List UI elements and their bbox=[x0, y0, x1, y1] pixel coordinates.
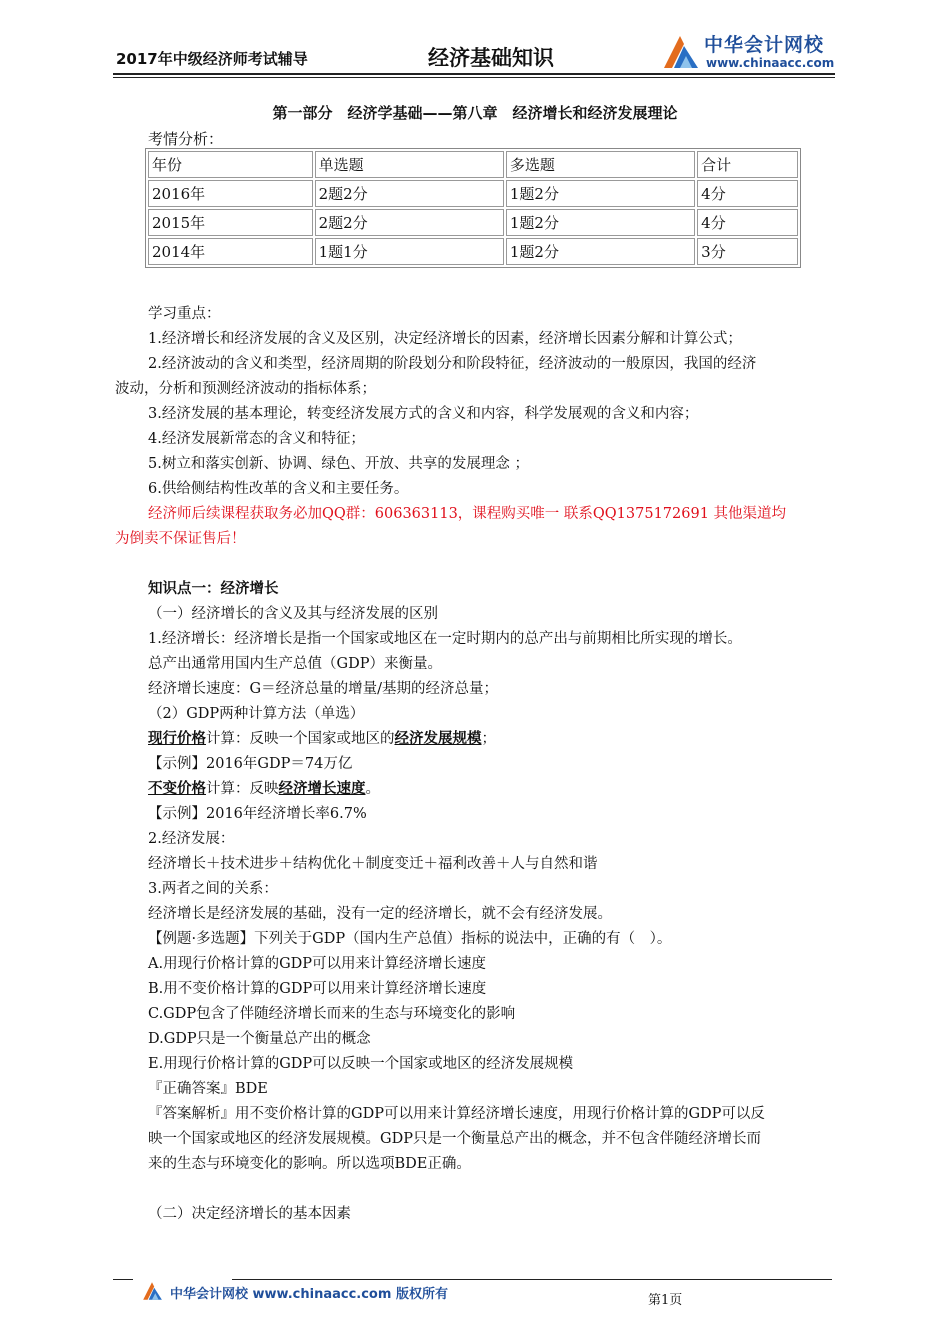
table-cell: 1题2分 bbox=[506, 180, 695, 207]
table-cell: 4分 bbox=[697, 180, 798, 207]
header-rule-thin bbox=[113, 77, 835, 78]
paragraph: 3.两者之间的关系： bbox=[148, 881, 278, 897]
question-option: D.GDP只是一个衡量总产出的概念 bbox=[148, 1031, 371, 1047]
logo-url: www.chinaacc.com bbox=[706, 56, 835, 70]
section-heading: （二）决定经济增长的基本因素 bbox=[148, 1206, 351, 1222]
table-cell: 2题2分 bbox=[315, 180, 504, 207]
logo-icon bbox=[660, 32, 700, 72]
document-body bbox=[115, 302, 841, 1227]
table-cell: 1题2分 bbox=[506, 209, 695, 236]
explanation: 映一个国家或地区的经济发展规模。GDP只是一个衡量总产出的概念，并不包含伴随经济增长而 bbox=[148, 1131, 761, 1147]
table-cell: 1题1分 bbox=[315, 238, 504, 265]
study-focus-item: 6.供给侧结构性改革的含义和主要任务。 bbox=[148, 481, 409, 497]
paragraph: 经济增长是经济发展的基础，没有一定的经济增长，就不会有经济发展。 bbox=[148, 906, 612, 922]
answer: 『正确答案』BDE bbox=[148, 1081, 268, 1097]
logo-name: 中华会计网校 bbox=[704, 34, 825, 56]
exam-analysis-table bbox=[145, 148, 801, 268]
paragraph: 1.经济增长：经济增长是指一个国家或地区在一定时期内的总产出与前期相比所实现的增长。 bbox=[148, 631, 742, 647]
table-cell: 1题2分 bbox=[506, 238, 695, 265]
emphasis: 经济增长速度 bbox=[278, 781, 366, 797]
emphasis: 现行价格 bbox=[148, 731, 206, 747]
paragraph: 2.经济发展： bbox=[148, 831, 235, 847]
footer-copyright[interactable]: 中华会计网校 www.chinaacc.com 版权所有 bbox=[170, 1287, 448, 1302]
question-option: C.GDP包含了伴随经济增长而来的生态与环境变化的影响 bbox=[148, 1006, 516, 1022]
header-rule bbox=[113, 73, 835, 75]
explanation: 『答案解析』用不变价格计算的GDP可以用来计算经济增长速度，用现行价格计算的GDP可以反 bbox=[148, 1106, 765, 1122]
paragraph: （2）GDP两种计算方法（单选） bbox=[148, 706, 365, 722]
paragraph bbox=[115, 777, 841, 802]
section-heading: （一）经济增长的含义及其与经济发展的区别 bbox=[148, 606, 438, 622]
table-cell: 3分 bbox=[697, 238, 798, 265]
table-cell: 2题2分 bbox=[315, 209, 504, 236]
study-focus-item: 1.经济增长和经济发展的含义及区别，决定经济增长的因素，经济增长因素分解和计算公式； bbox=[148, 331, 742, 347]
text: 计算：反映一个国家或地区的 bbox=[206, 731, 395, 747]
table-row bbox=[148, 238, 798, 265]
table-header-cell: 多选题 bbox=[506, 151, 695, 178]
table-header-cell: 合计 bbox=[697, 151, 798, 178]
emphasis: 经济发展规模 bbox=[394, 731, 482, 747]
table-header-row bbox=[148, 151, 798, 178]
header-logo[interactable] bbox=[660, 30, 860, 74]
page-number: 第1页 bbox=[648, 1293, 683, 1308]
question-option: B.用不变价格计算的GDP可以用来计算经济增长速度 bbox=[148, 981, 487, 997]
study-focus-label: 学习重点： bbox=[148, 306, 221, 322]
table-cell: 2015年 bbox=[148, 209, 313, 236]
question-option: E.用现行价格计算的GDP可以反映一个国家或地区的经济发展规模 bbox=[148, 1056, 574, 1072]
text: 计算：反映 bbox=[206, 781, 279, 797]
table-cell: 2014年 bbox=[148, 238, 313, 265]
table-cell: 2016年 bbox=[148, 180, 313, 207]
example: 【示例】2016年经济增长率6.7% bbox=[148, 806, 367, 822]
explanation: 来的生态与环境变化的影响。所以选项BDE正确。 bbox=[148, 1156, 471, 1172]
study-focus-item: 2.经济波动的含义和类型，经济周期的阶段划分和阶段特征，经济波动的一般原因，我国的经济 bbox=[148, 356, 757, 372]
emphasis: 不变价格 bbox=[148, 781, 206, 797]
paragraph bbox=[115, 727, 841, 752]
study-focus-item: 3.经济发展的基本理论，转变经济发展方式的含义和内容，科学发展观的含义和内容； bbox=[148, 406, 699, 422]
knowledge-point-title: 知识点一：经济增长 bbox=[148, 581, 279, 597]
study-focus-item: 波动，分析和预测经济波动的指标体系； bbox=[115, 381, 376, 397]
course-notice: 为倒卖不保证售后！ bbox=[115, 531, 246, 547]
table-row bbox=[148, 180, 798, 207]
chapter-title: 第一部分 经济学基础——第八章 经济增长和经济发展理论 bbox=[272, 104, 678, 122]
table-header-cell: 单选题 bbox=[315, 151, 504, 178]
table-cell: 4分 bbox=[697, 209, 798, 236]
header-subject-title: 经济基础知识 bbox=[428, 46, 554, 70]
footer-logo-icon bbox=[140, 1280, 164, 1302]
header-course-title: 2017年中级经济师考试辅导 bbox=[116, 50, 308, 68]
table-header-cell: 年份 bbox=[148, 151, 313, 178]
footer-rule bbox=[232, 1279, 832, 1280]
example: 【示例】2016年GDP＝74万亿 bbox=[148, 756, 353, 772]
text: ； bbox=[481, 731, 496, 747]
study-focus-item: 5.树立和落实创新、协调、绿色、开放、共享的发展理念 ； bbox=[148, 456, 529, 472]
footer-rule bbox=[113, 1279, 133, 1280]
analysis-label: 考情分析： bbox=[148, 130, 224, 148]
paragraph: 经济增长速度：G＝经济总量的增量/基期的经济总量； bbox=[148, 681, 498, 697]
paragraph: 总产出通常用国内生产总值（GDP）来衡量。 bbox=[148, 656, 442, 672]
paragraph: 经济增长＋技术进步＋结构优化＋制度变迁＋福利改善＋人与自然和谐 bbox=[148, 856, 598, 872]
text: 。 bbox=[365, 781, 380, 797]
question-option: A.用现行价格计算的GDP可以用来计算经济增长速度 bbox=[148, 956, 487, 972]
question-stem: 【例题·多选题】下列关于GDP（国内生产总值）指标的说法中，正确的有（ ）。 bbox=[148, 931, 672, 947]
study-focus-item: 4.经济发展新常态的含义和特征； bbox=[148, 431, 365, 447]
table-row bbox=[148, 209, 798, 236]
course-notice: 经济师后续课程获取务必加QQ群：606363113，课程购买唯一 联系QQ1375172691 其他渠道均 bbox=[148, 506, 787, 522]
